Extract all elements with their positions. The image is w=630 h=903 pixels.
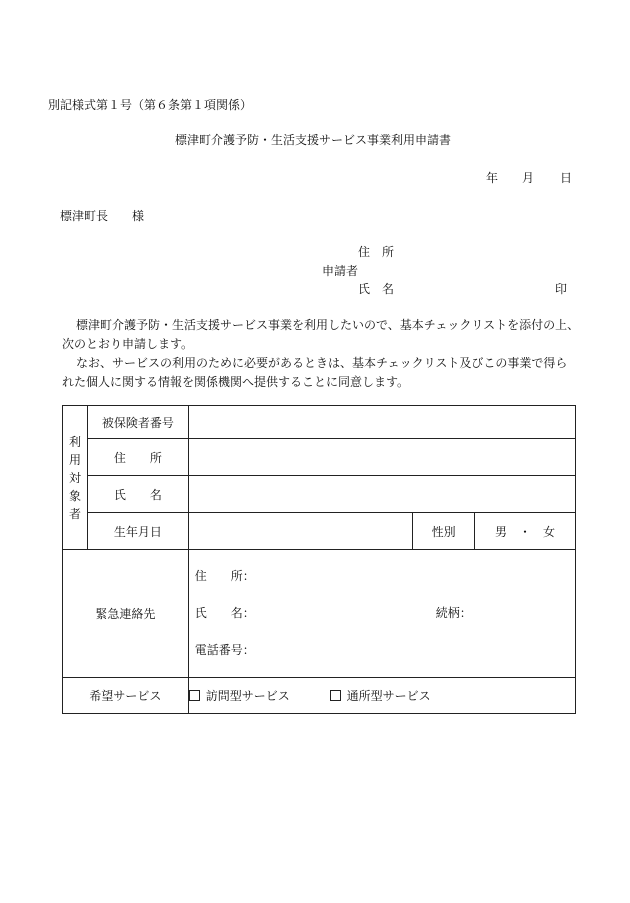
emergency-phone-label: 電話番号：: [194, 643, 255, 657]
name-label: 氏 名: [87, 476, 188, 513]
date-year-label: 年: [486, 171, 499, 185]
application-statement: [62, 316, 582, 392]
checkbox-icon[interactable]: [189, 690, 200, 701]
emergency-name-line: [189, 595, 575, 632]
seal-mark: 印: [555, 282, 568, 296]
subject-char: 利: [68, 434, 81, 449]
applicant-name-label: 氏 名: [358, 282, 395, 296]
addressee: 標津町長 様: [60, 209, 145, 223]
gender-label: 性別: [413, 513, 475, 550]
statement-line: 標津町介護予防・生活支援サービス事業を利用したいので、基本チェックリストを添付の上、: [76, 318, 580, 332]
subject-char: 対: [68, 470, 81, 485]
form-title: 標津町介護予防・生活支援サービス事業利用申請書: [175, 133, 452, 147]
date-month-label: 月: [522, 171, 535, 185]
address-field[interactable]: [188, 439, 575, 476]
emergency-contact-field[interactable]: [188, 550, 575, 678]
address-label: 住 所: [87, 439, 188, 476]
service-option-label: 訪問型サービス: [205, 689, 290, 703]
service-option-day-service[interactable]: [330, 687, 431, 704]
insurance-number-label: 被保険者番号: [87, 406, 188, 439]
emergency-relation-label: 続柄：: [435, 606, 472, 620]
form-reference: 別記様式第１号（第６条第１項関係）: [48, 98, 253, 112]
birthdate-field[interactable]: [188, 513, 412, 550]
statement-line: なお、サービスの利用のために必要があるときは、基本チェックリスト及びこの事業で得ら: [76, 356, 568, 370]
subject-person-label: [63, 406, 88, 550]
emergency-name-label: 氏 名：: [194, 606, 255, 620]
subject-char: 者: [68, 506, 81, 521]
emergency-contact-label: 緊急連絡先: [63, 550, 189, 678]
checkbox-icon[interactable]: [330, 690, 341, 701]
applicant-address-label: 住 所: [358, 245, 395, 259]
statement-line: 次のとおり申請します。: [62, 337, 194, 351]
statement-line: れた個人に関する情報を関係機関へ提供することに同意します。: [62, 375, 410, 389]
applicant-label: 申請者: [322, 264, 359, 278]
service-option-home-visit[interactable]: [189, 687, 290, 704]
name-field[interactable]: [188, 476, 575, 513]
emergency-address-line: [189, 558, 575, 595]
desired-service-label: 希望サービス: [63, 678, 189, 714]
subject-char: 用: [68, 452, 81, 467]
emergency-address-label: 住 所：: [194, 569, 255, 583]
subject-char: 象: [68, 488, 81, 503]
service-option-label: 通所型サービス: [346, 689, 431, 703]
birthdate-label: 生年月日: [87, 513, 188, 550]
date-day-label: 日: [560, 171, 573, 185]
emergency-phone-line: [189, 632, 575, 669]
desired-service-options: [188, 678, 575, 714]
application-form-table: [62, 405, 576, 714]
gender-options[interactable]: 男 ・ 女: [475, 513, 576, 550]
insurance-number-field[interactable]: [188, 406, 575, 439]
